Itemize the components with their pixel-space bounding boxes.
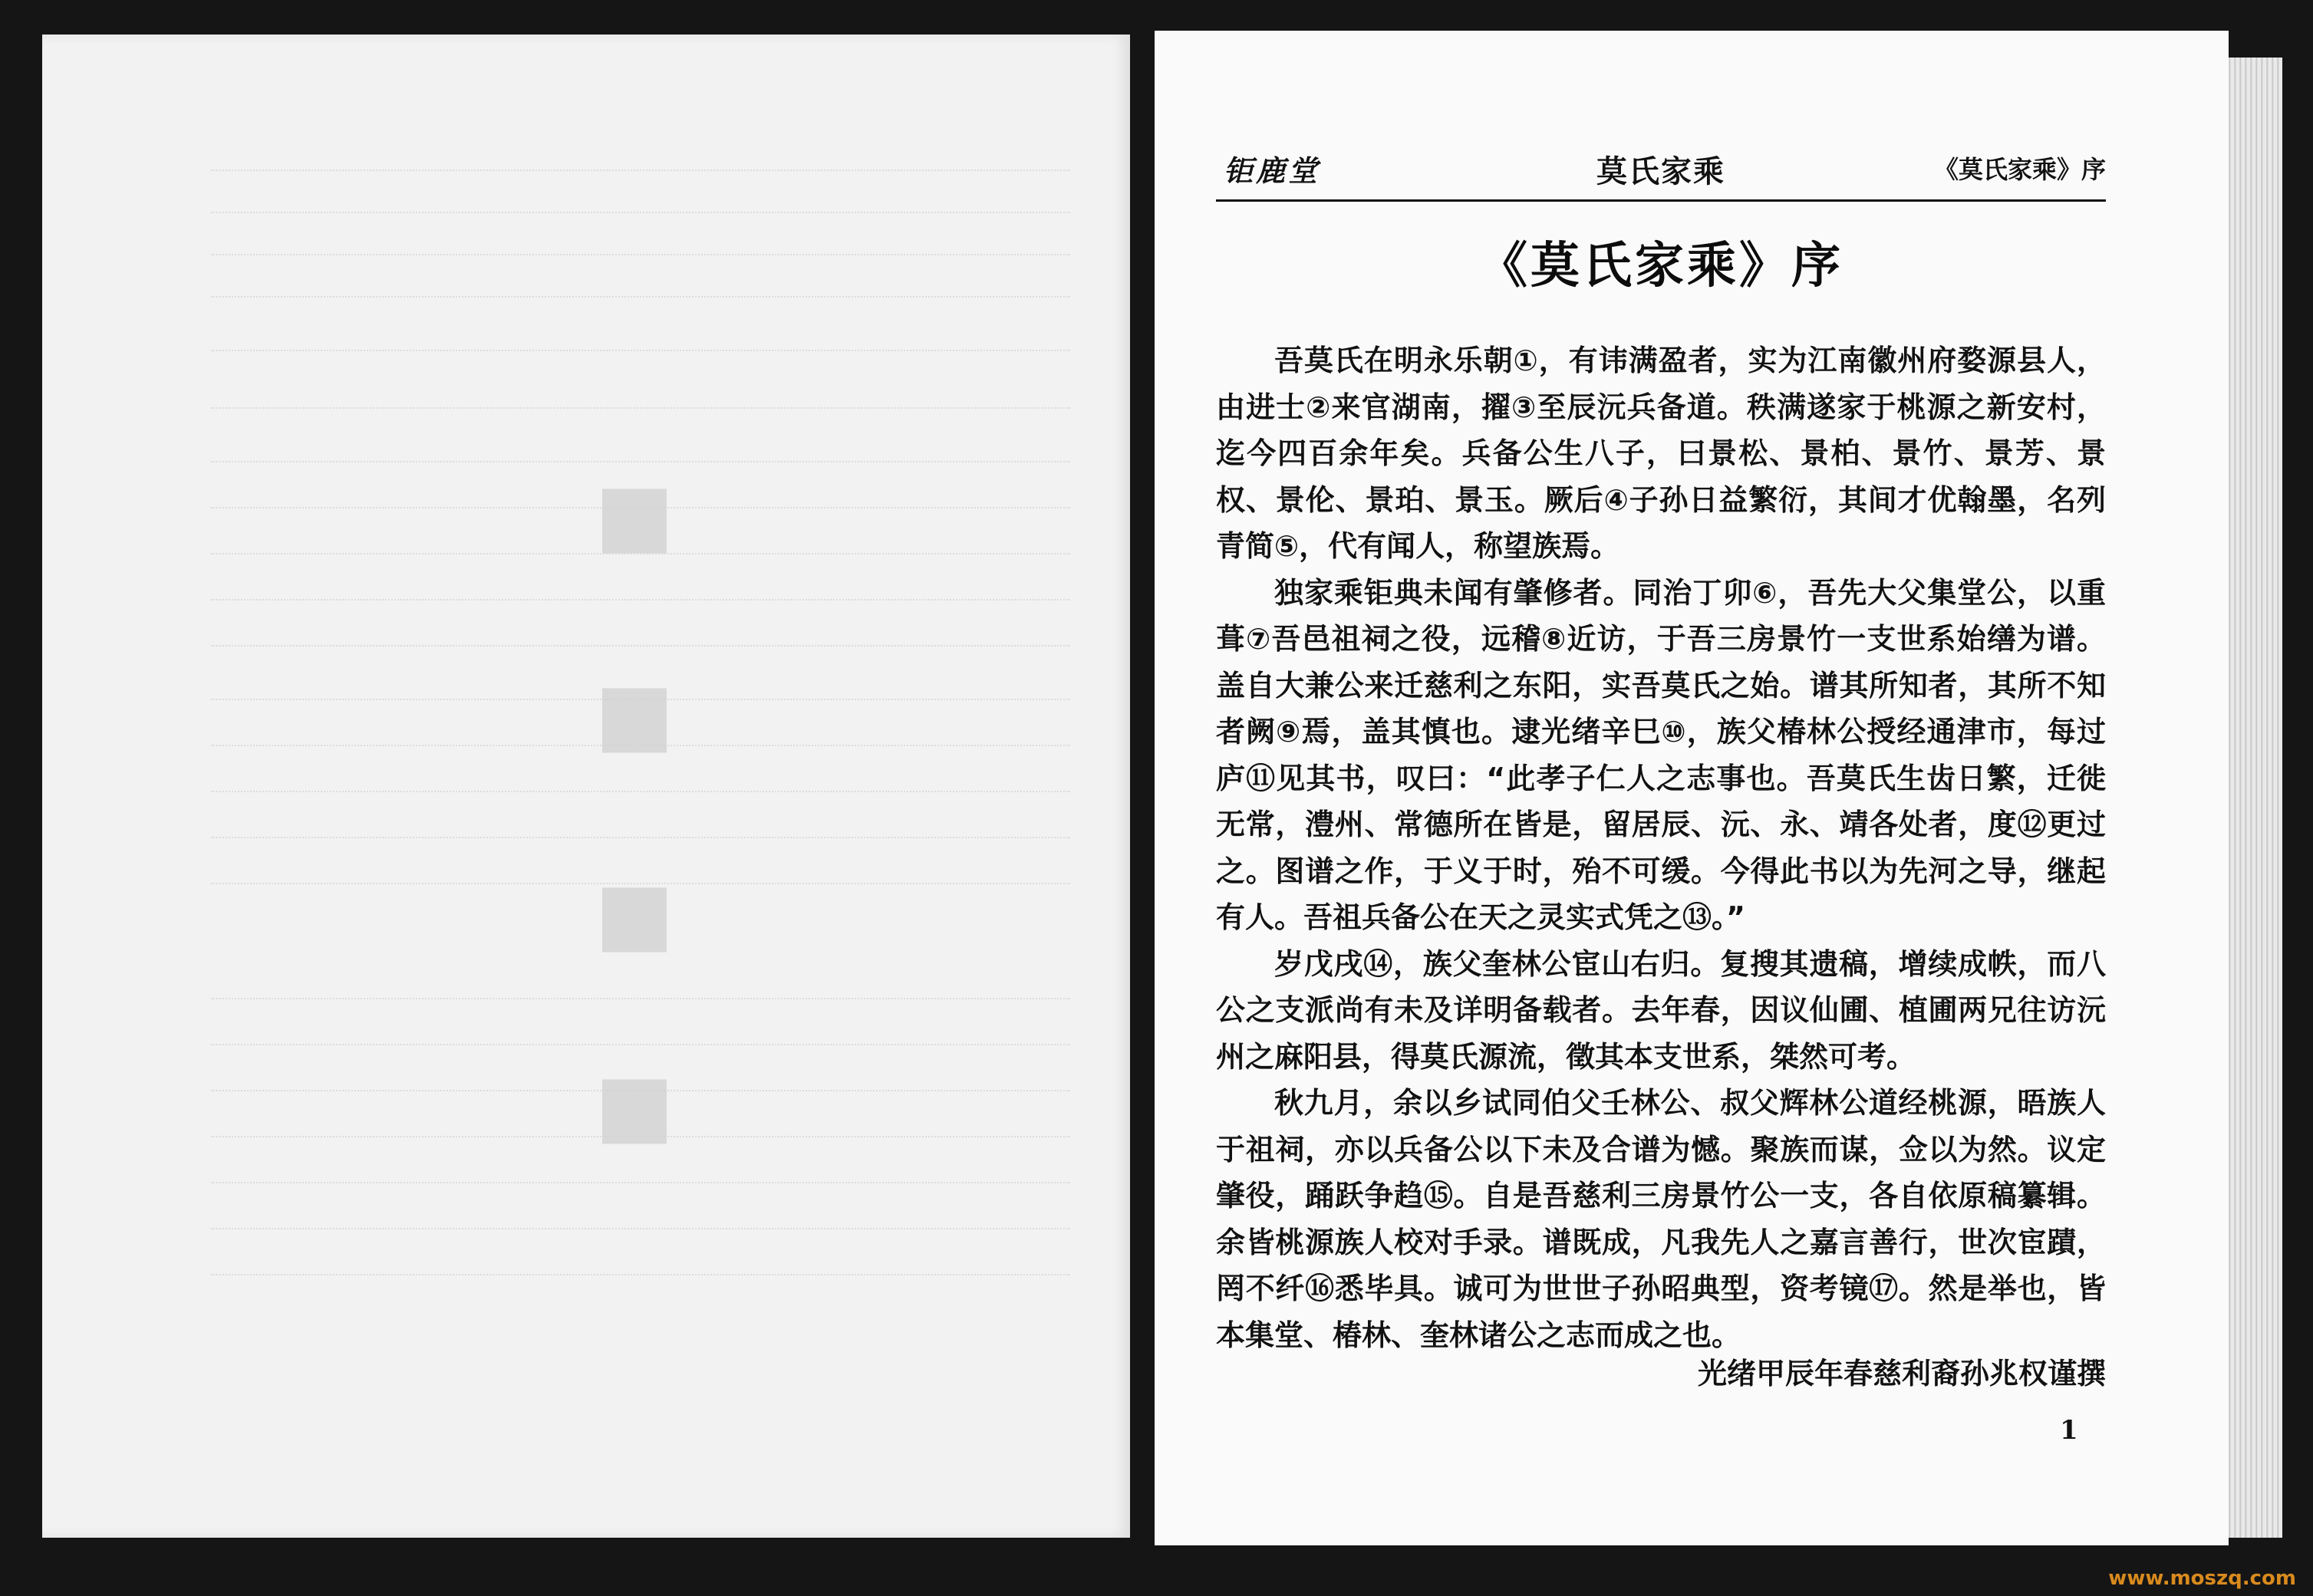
paragraph: 岁戊戌⑭，族父奎林公宦山右归。复搜其遗稿，增续成帙，而八公之支派尚有未及详明备载者。去年春，因议仙圃、植圃两兄往访沅州之麻阳县，得莫氏源流，徵其本支世系，桀然可考。 <box>1216 946 2106 1074</box>
body-text <box>1216 337 2106 1358</box>
ghost-line <box>211 199 1070 213</box>
ghost-line <box>211 395 1070 409</box>
ghost-line <box>211 633 1070 647</box>
signature: 光绪甲辰年春慈利裔孙兆权谨撰 <box>1697 1357 2106 1390</box>
ghost-line <box>211 824 1070 838</box>
ghost-line <box>211 337 1070 351</box>
ghost-line <box>211 587 1070 601</box>
paragraph: 独家乘钜典未闻有肇修者。同治丁卯⑥，吾先大父集堂公，以重葺⑦吾邑祖祠之役，远稽⑧近访，于吾三房景竹一支世系始缮为谱。盖自大兼公来迁慈利之东阳，实吾莫氏之始。谱其所知者，其所不知者阙⑨焉，盖其慎也。逮光绪辛巳⑩，族父椿林公授经通津市，每过庐⑪见其书，叹曰：“此孝子仁人之志事也。吾莫氏生齿日繁，迁徙无常，澧州、常德所在皆是，留居辰、沅、永、靖各处者，度⑫更过之。图谱之作，于义于时，殆不可缓。今得此书以为先河之导，继起有人。吾祖兵备公在天之灵实式凭之⑬。” <box>1216 575 2106 934</box>
show-through-glyph: ■ <box>595 464 674 563</box>
running-head-center: 莫氏家乘 <box>1596 153 1725 189</box>
page-number: 1 <box>2060 1415 2078 1446</box>
paragraph: 吾莫氏在明永乐朝①，有讳满盈者，实为江南徽州府婺源县人，由进士②来官湖南，擢③至辰沅兵备道。秩满遂家于桃源之新安村，迄今四百余年矣。兵备公生八子，曰景松、景柏、景竹、景芳、景权、景伦、景珀、景玉。厥后④子孙日益繁衍，其间才优翰墨，名列青简⑤，代有闻人，称望族焉。 <box>1216 344 2106 563</box>
ghost-line <box>211 1032 1070 1045</box>
left-page <box>42 35 1130 1538</box>
paragraph: 秋九月，余以乡试同伯父壬林公、叔父辉林公道经桃源，晤族人于祖祠，亦以兵备公以下未及合谱为憾。聚族而谋，佥以为然。议定肇役，踊跃争趋⑮。自是吾慈利三房景竹公一支，各自依原稿纂辑。余皆桃源族人校对手录。谱既成，凡我先人之嘉言善行，世次宦蹟，罔不纤⑯悉毕具。诚可为世世子孙昭典型，资考镜⑰。然是举也，皆本集堂、椿林、奎林诸公之志而成之也。 <box>1216 1086 2106 1352</box>
show-through-glyph: ■ <box>595 863 674 962</box>
show-through-glyph: ■ <box>595 1055 674 1153</box>
ghost-line <box>211 242 1070 255</box>
ghost-line <box>211 778 1070 792</box>
ghost-line <box>211 157 1070 171</box>
running-head <box>1216 130 2106 202</box>
show-through-glyph: ■ <box>595 663 674 762</box>
right-page <box>1155 31 2229 1545</box>
ghost-line <box>211 449 1070 462</box>
ghost-line <box>211 284 1070 298</box>
ghost-line <box>211 1170 1070 1183</box>
page-title: 《莫氏家乘》序 <box>1478 237 1843 295</box>
ghost-line <box>211 986 1070 999</box>
ghost-line <box>211 1262 1070 1275</box>
running-head-right: 《莫氏家乘》序 <box>1933 155 2106 184</box>
watermark: www.moszq.com <box>2108 1567 2296 1590</box>
running-head-left: 钜鹿堂 <box>1224 153 1321 188</box>
ghost-line <box>211 1216 1070 1229</box>
